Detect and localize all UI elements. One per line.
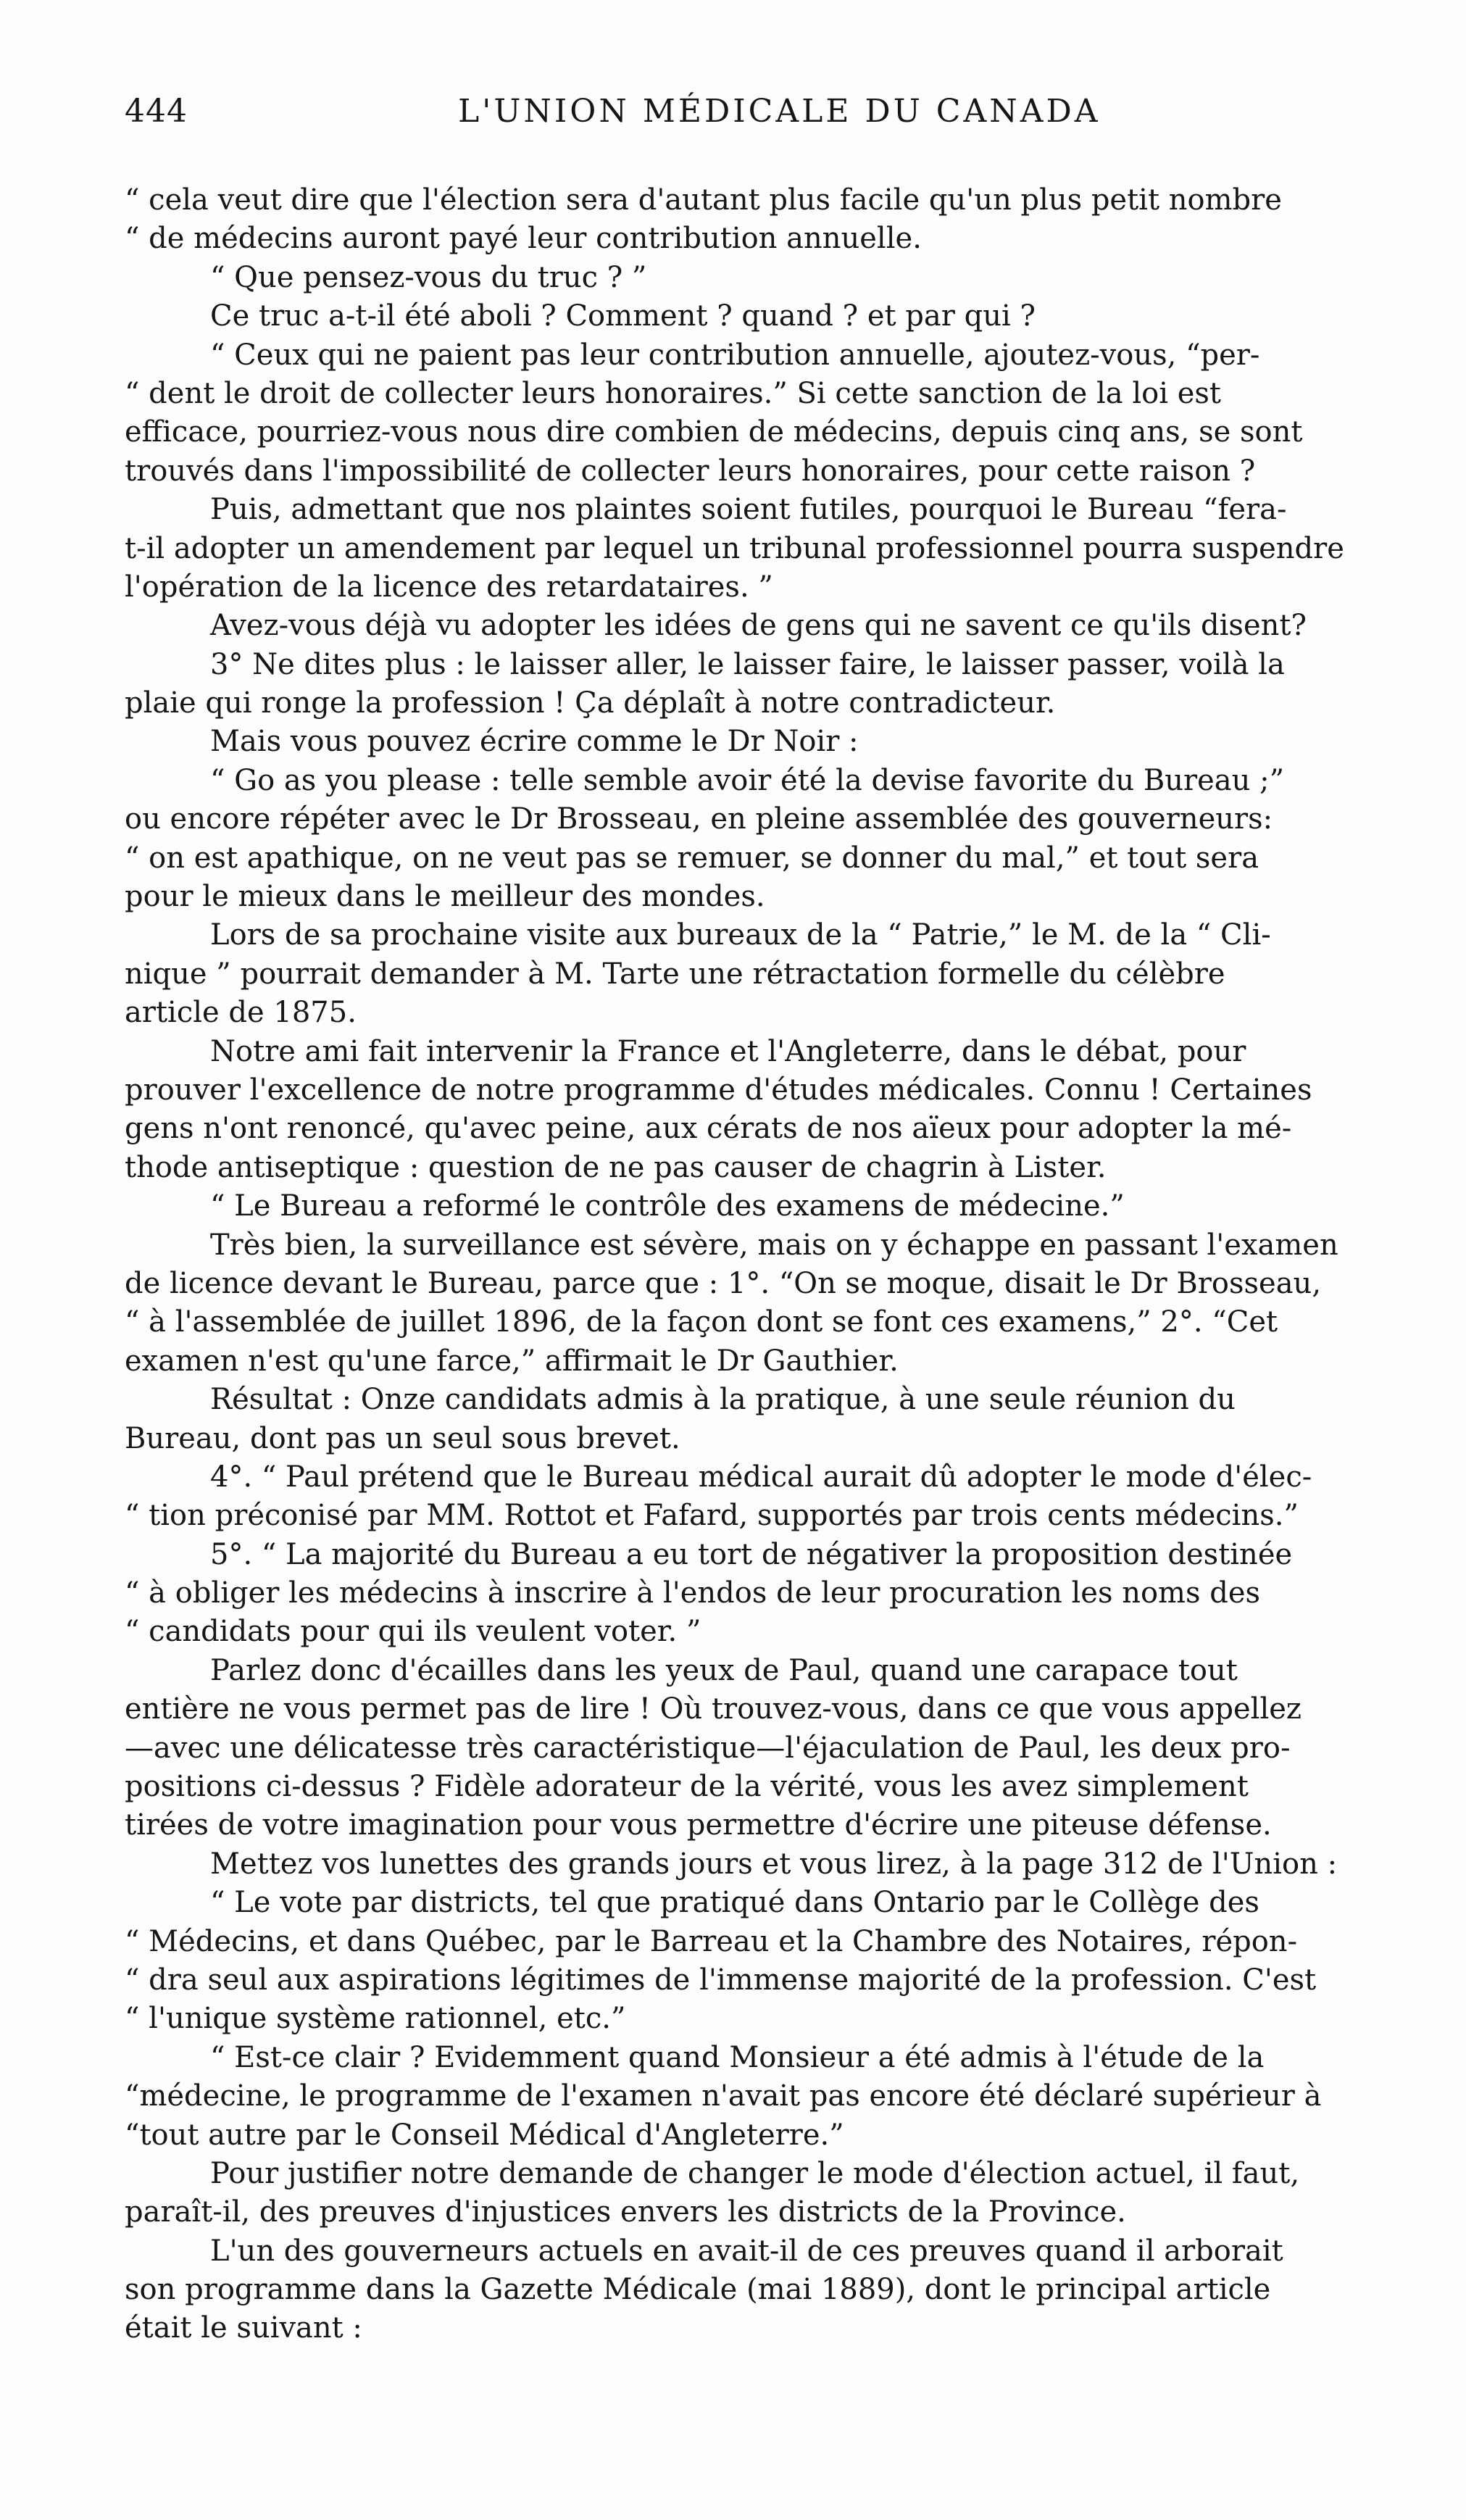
text-line: l'opération de la licence des retardataires. ” [125, 570, 773, 604]
text-line: Puis, admettant que nos plaintes soient futiles, pourquoi le Bureau “fera- [210, 493, 1287, 527]
text-line: “ Médecins, et dans Québec, par le Barreau et la Chambre des Notaires, répon- [125, 1924, 1298, 1958]
text-line: positions ci-dessus ? Fidèle adorateur de la vérité, vous les avez simplement [125, 1770, 1249, 1804]
text-line: tirées de votre imagination pour vous permettre d'écrire une piteuse défense. [125, 1808, 1272, 1842]
text-line: “ Que pensez-vous du truc ? ” [210, 260, 647, 294]
text-line: entière ne vous permet pas de lire ! Où trouvez-vous, dans ce que vous appellez [125, 1692, 1302, 1726]
text-line: “ tion préconisé par MM. Rottot et Fafard, supportés par trois cents médecins.” [125, 1499, 1299, 1533]
text-line: paraît-il, des preuves d'injustices envers les districts de la Province. [125, 2195, 1126, 2229]
text-line: 3° Ne dites plus : le laisser aller, le laisser faire, le laisser passer, voilà la [210, 647, 1285, 681]
text-line: Très bien, la surveillance est sévère, mais on y échappe en passant l'examen [210, 1228, 1338, 1262]
text-line: “tout autre par le Conseil Médical d'Angleterre.” [125, 2118, 844, 2152]
text-line: nique ” pourrait demander à M. Tarte une rétractation formelle du célèbre [125, 957, 1225, 991]
text-line: Résultat : Onze candidats admis à la pratique, à une seule réunion du [210, 1383, 1236, 1417]
text-line: efficace, pourriez-vous nous dire combien de médecins, depuis cinq ans, se sont [125, 415, 1303, 449]
text-line: son programme dans la Gazette Médicale (mai 1889), dont le principal article [125, 2273, 1271, 2307]
text-line: t-il adopter un amendement par lequel un tribunal professionnel pourra suspendre [125, 531, 1344, 565]
text-line: était le suivant : [125, 2311, 362, 2345]
text-line: “médecine, le programme de l'examen n'avait pas encore été déclaré supérieur à [125, 2079, 1322, 2113]
text-line: “ dra seul aux aspirations légitimes de l'immense majorité de la profession. C'est [125, 1963, 1317, 1997]
text-line: “ de médecins auront payé leur contribution annuelle. [125, 222, 922, 256]
text-line: “ candidats pour qui ils veulent voter. ” [125, 1615, 701, 1649]
text-line: Avez-vous déjà vu adopter les idées de gens qui ne savent ce qu'ils disent? [210, 609, 1307, 643]
text-line: Lors de sa prochaine visite aux bureaux de la “ Patrie,” le M. de la “ Cli- [210, 918, 1271, 952]
text-line: prouver l'excellence de notre programme d'études médicales. Connu ! Certaines [125, 1073, 1312, 1107]
text-line: “ cela veut dire que l'élection sera d'autant plus facile qu'un plus petit nombre [125, 183, 1282, 217]
text-line: “ l'unique système rationnel, etc.” [125, 2002, 626, 2036]
text-line: “ à l'assemblée de juillet 1896, de la façon dont se font ces examens,” 2°. “Cet [125, 1305, 1278, 1339]
page-number: 444 [125, 93, 188, 130]
text-line: L'un des gouverneurs actuels en avait-il de ces preuves quand il arborait [210, 2234, 1283, 2268]
text-line: Mettez vos lunettes des grands jours et vous lirez, à la page 312 de l'Union : [210, 1847, 1338, 1881]
text-line: “ on est apathique, on ne veut pas se remuer, se donner du mal,” et tout sera [125, 841, 1259, 875]
text-line: “ Est-ce clair ? Evidemment quand Monsieur a été admis à l'étude de la [210, 2040, 1265, 2074]
page-header [125, 93, 1451, 136]
text-line: plaie qui ronge la profession ! Ça déplaît à notre contradicteur. [125, 686, 1056, 720]
text-line: “ Ceux qui ne paient pas leur contribution annuelle, ajoutez-vous, “per- [210, 338, 1260, 372]
text-line: Parlez donc d'écailles dans les yeux de Paul, quand une carapace tout [210, 1653, 1238, 1687]
text-line: ou encore répéter avec le Dr Brosseau, en pleine assemblée des gouverneurs: [125, 802, 1273, 836]
text-line: Mais vous pouvez écrire comme le Dr Noir : [210, 725, 859, 759]
text-line: article de 1875. [125, 996, 357, 1030]
body-text [125, 181, 1454, 2348]
text-line: —avec une délicatesse très caractéristique—l'éjaculation de Paul, les deux pro- [125, 1731, 1291, 1765]
text-line: Bureau, dont pas un seul sous brevet. [125, 1421, 680, 1455]
text-line: “ à obliger les médecins à inscrire à l'endos de leur procuration les noms des [125, 1576, 1261, 1610]
text-line: “ Go as you please : telle semble avoir été la devise favorite du Bureau ;” [210, 763, 1285, 797]
text-line: Ce truc a-t-il été aboli ? Comment ? quand ? et par qui ? [210, 299, 1036, 333]
text-line: thode antiseptique : question de ne pas causer de chagrin à Lister. [125, 1150, 1107, 1184]
running-title: L'UNION MÉDICALE DU CANADA [458, 93, 1101, 130]
text-line: “ Le vote par districts, tel que pratiqué dans Ontario par le Collège des [210, 1886, 1259, 1920]
text-line: examen n'est qu'une farce,” affirmait le Dr Gauthier. [125, 1344, 899, 1378]
text-line: de licence devant le Bureau, parce que : 1°. “On se moque, disait le Dr Brosseau, [125, 1266, 1322, 1300]
text-line: gens n'ont renoncé, qu'avec peine, aux cérats de nos aïeux pour adopter la mé- [125, 1112, 1292, 1146]
text-line: Pour justifier notre demande de changer le mode d'élection actuel, il faut, [210, 2156, 1300, 2190]
text-line: 5°. “ La majorité du Bureau a eu tort de négativer la proposition destinée [210, 1537, 1293, 1571]
text-line: Notre ami fait intervenir la France et l'Angleterre, dans le débat, pour [210, 1034, 1246, 1068]
text-line: pour le mieux dans le meilleur des mondes. [125, 880, 765, 914]
text-line: 4°. “ Paul prétend que le Bureau médical aurait dû adopter le mode d'élec- [210, 1460, 1312, 1494]
text-line: “ dent le droit de collecter leurs honoraires.” Si cette sanction de la loi est [125, 376, 1222, 410]
text-line: trouvés dans l'impossibilité de collecter leurs honoraires, pour cette raison ? [125, 454, 1256, 488]
text-line: “ Le Bureau a reformé le contrôle des examens de médecine.” [210, 1189, 1125, 1223]
